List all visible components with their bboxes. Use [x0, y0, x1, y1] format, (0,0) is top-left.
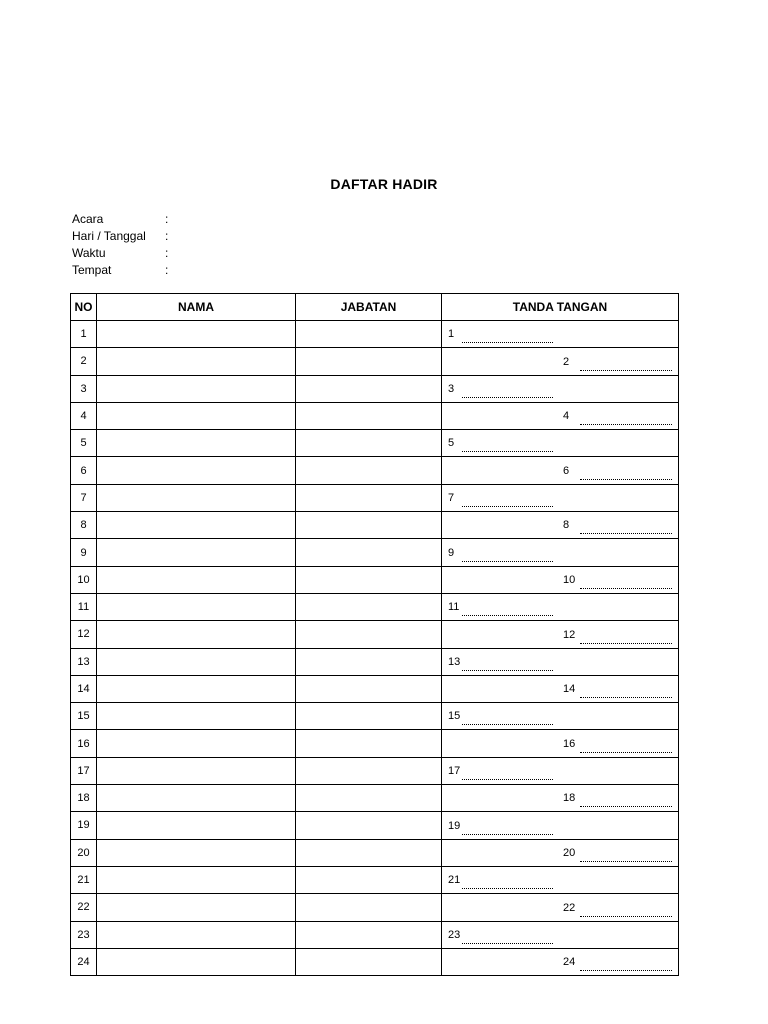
table-row — [71, 648, 679, 675]
jabatan-cell[interactable] — [296, 348, 442, 375]
signature-number: 1 — [448, 328, 455, 341]
signature-number: 11 — [448, 601, 460, 614]
jabatan-cell[interactable] — [296, 866, 442, 893]
table-row — [71, 785, 679, 812]
table-row — [71, 839, 679, 866]
signature-line — [580, 861, 672, 862]
event-info — [72, 211, 272, 279]
signature-cell[interactable] — [442, 402, 679, 429]
signature-cell[interactable] — [442, 321, 679, 348]
row-number: 16 — [71, 730, 97, 757]
header-no: NO — [71, 294, 97, 321]
signature-line — [580, 916, 672, 917]
nama-cell[interactable] — [97, 566, 296, 593]
row-number: 19 — [71, 812, 97, 839]
signature-number: 5 — [448, 437, 455, 450]
attendance-table — [70, 293, 679, 976]
table-row — [71, 757, 679, 784]
signature-line — [462, 724, 553, 725]
signature-number: 4 — [563, 410, 570, 423]
table-row — [71, 484, 679, 511]
table-row — [71, 812, 679, 839]
signature-line — [580, 643, 672, 644]
signature-line — [462, 506, 553, 507]
row-number: 13 — [71, 648, 97, 675]
signature-cell[interactable] — [442, 894, 679, 921]
signature-number: 22 — [563, 901, 576, 914]
meta-colon: : — [165, 246, 169, 260]
row-number: 8 — [71, 512, 97, 539]
signature-cell[interactable] — [442, 375, 679, 402]
nama-cell[interactable] — [97, 484, 296, 511]
nama-cell[interactable] — [97, 375, 296, 402]
header-tanda-tangan: TANDA TANGAN — [442, 294, 679, 321]
signature-number: 10 — [563, 573, 576, 586]
jabatan-cell[interactable] — [296, 921, 442, 948]
signature-number: 14 — [563, 683, 576, 696]
table-row — [71, 866, 679, 893]
jabatan-cell[interactable] — [296, 648, 442, 675]
jabatan-cell[interactable] — [296, 839, 442, 866]
signature-cell[interactable] — [442, 430, 679, 457]
row-number: 9 — [71, 539, 97, 566]
row-number: 24 — [71, 948, 97, 975]
signature-cell[interactable] — [442, 675, 679, 702]
nama-cell[interactable] — [97, 457, 296, 484]
row-number: 3 — [71, 375, 97, 402]
table-row — [71, 894, 679, 921]
signature-number: 16 — [563, 737, 576, 750]
signature-line — [462, 397, 553, 398]
signature-cell[interactable] — [442, 839, 679, 866]
nama-cell[interactable] — [97, 703, 296, 730]
signature-number: 13 — [448, 655, 461, 668]
meta-label-acara: Acara — [72, 212, 104, 226]
signature-line — [462, 561, 553, 562]
meta-row-waktu — [72, 245, 272, 262]
signature-line — [462, 451, 553, 452]
row-number: 15 — [71, 703, 97, 730]
row-number: 20 — [71, 839, 97, 866]
signature-line — [462, 779, 553, 780]
nama-cell[interactable] — [97, 785, 296, 812]
signature-cell[interactable] — [442, 785, 679, 812]
signature-cell[interactable] — [442, 866, 679, 893]
nama-cell[interactable] — [97, 621, 296, 648]
nama-cell[interactable] — [97, 757, 296, 784]
signature-number: 23 — [448, 928, 461, 941]
meta-label-hari-tanggal: Hari / Tanggal — [72, 229, 146, 243]
signature-line — [462, 615, 553, 616]
page-title: DAFTAR HADIR — [330, 176, 438, 192]
signature-line — [580, 479, 672, 480]
signature-number: 6 — [563, 464, 570, 477]
jabatan-cell[interactable] — [296, 703, 442, 730]
table-row — [71, 539, 679, 566]
signature-cell[interactable] — [442, 921, 679, 948]
jabatan-cell[interactable] — [296, 539, 442, 566]
signature-line — [580, 752, 672, 753]
row-number: 4 — [71, 402, 97, 429]
signature-number: 18 — [563, 792, 576, 805]
header-nama: NAMA — [97, 294, 296, 321]
jabatan-cell[interactable] — [296, 621, 442, 648]
table-row — [71, 402, 679, 429]
signature-cell[interactable] — [442, 703, 679, 730]
jabatan-cell[interactable] — [296, 512, 442, 539]
meta-colon: : — [165, 212, 169, 226]
nama-cell[interactable] — [97, 894, 296, 921]
nama-cell[interactable] — [97, 648, 296, 675]
table-row — [71, 675, 679, 702]
signature-number: 7 — [448, 492, 455, 505]
row-number: 2 — [71, 348, 97, 375]
table-row — [71, 348, 679, 375]
table-row — [71, 566, 679, 593]
row-number: 6 — [71, 457, 97, 484]
jabatan-cell[interactable] — [296, 321, 442, 348]
nama-cell[interactable] — [97, 593, 296, 620]
nama-cell[interactable] — [97, 730, 296, 757]
meta-colon: : — [165, 229, 169, 243]
signature-number: 15 — [448, 710, 461, 723]
nama-cell[interactable] — [97, 430, 296, 457]
nama-cell[interactable] — [97, 675, 296, 702]
nama-cell[interactable] — [97, 402, 296, 429]
signature-line — [462, 943, 553, 944]
signature-line — [580, 806, 672, 807]
row-number: 5 — [71, 430, 97, 457]
signature-line — [580, 533, 672, 534]
nama-cell[interactable] — [97, 921, 296, 948]
table-row — [71, 457, 679, 484]
table-row — [71, 730, 679, 757]
row-number: 14 — [71, 675, 97, 702]
table-row — [71, 430, 679, 457]
nama-cell[interactable] — [97, 512, 296, 539]
row-number: 10 — [71, 566, 97, 593]
signature-cell[interactable] — [442, 512, 679, 539]
row-number: 1 — [71, 321, 97, 348]
meta-colon: : — [165, 263, 169, 277]
signature-cell[interactable] — [442, 621, 679, 648]
signature-cell[interactable] — [442, 757, 679, 784]
signature-line — [580, 424, 672, 425]
table-row — [71, 321, 679, 348]
meta-row-tempat — [72, 262, 272, 279]
jabatan-cell[interactable] — [296, 757, 442, 784]
jabatan-cell[interactable] — [296, 812, 442, 839]
signature-number: 20 — [563, 846, 576, 859]
jabatan-cell[interactable] — [296, 894, 442, 921]
signature-number: 21 — [448, 874, 461, 887]
header-jabatan: JABATAN — [296, 294, 442, 321]
nama-cell[interactable] — [97, 812, 296, 839]
jabatan-cell[interactable] — [296, 375, 442, 402]
signature-line — [580, 970, 672, 971]
signature-cell[interactable] — [442, 730, 679, 757]
signature-number: 12 — [563, 628, 576, 641]
signature-cell[interactable] — [442, 566, 679, 593]
signature-number: 24 — [563, 956, 576, 969]
signature-number: 8 — [563, 519, 570, 532]
meta-label-waktu: Waktu — [72, 246, 106, 260]
signature-line — [580, 370, 672, 371]
signature-cell[interactable] — [442, 348, 679, 375]
table-body — [71, 321, 679, 976]
signature-cell[interactable] — [442, 648, 679, 675]
signature-number: 3 — [448, 382, 455, 395]
jabatan-cell[interactable] — [296, 430, 442, 457]
jabatan-cell[interactable] — [296, 484, 442, 511]
nama-cell[interactable] — [97, 539, 296, 566]
signature-cell[interactable] — [442, 593, 679, 620]
signature-line — [462, 888, 553, 889]
jabatan-cell[interactable] — [296, 402, 442, 429]
jabatan-cell[interactable] — [296, 675, 442, 702]
row-number: 21 — [71, 866, 97, 893]
row-number: 11 — [71, 593, 97, 620]
signature-number: 19 — [448, 819, 461, 832]
table-header-row — [71, 294, 679, 321]
row-number: 23 — [71, 921, 97, 948]
jabatan-cell[interactable] — [296, 566, 442, 593]
row-number: 22 — [71, 894, 97, 921]
meta-label-tempat: Tempat — [72, 263, 112, 277]
table-row — [71, 948, 679, 975]
row-number: 17 — [71, 757, 97, 784]
table-row — [71, 512, 679, 539]
table-row — [71, 921, 679, 948]
signature-cell[interactable] — [442, 948, 679, 975]
jabatan-cell[interactable] — [296, 730, 442, 757]
signature-number: 2 — [563, 355, 570, 368]
signature-line — [462, 670, 553, 671]
signature-line — [462, 834, 553, 835]
jabatan-cell[interactable] — [296, 785, 442, 812]
table-row — [71, 375, 679, 402]
jabatan-cell[interactable] — [296, 948, 442, 975]
table-row — [71, 703, 679, 730]
nama-cell[interactable] — [97, 839, 296, 866]
meta-row-hari-tanggal — [72, 228, 272, 245]
signature-line — [580, 588, 672, 589]
signature-cell[interactable] — [442, 812, 679, 839]
table-row — [71, 593, 679, 620]
signature-number: 9 — [448, 546, 455, 559]
meta-row-acara — [72, 211, 272, 228]
nama-cell[interactable] — [97, 348, 296, 375]
row-number: 18 — [71, 785, 97, 812]
table-row — [71, 621, 679, 648]
signature-line — [462, 342, 553, 343]
jabatan-cell[interactable] — [296, 593, 442, 620]
nama-cell[interactable] — [97, 948, 296, 975]
row-number: 7 — [71, 484, 97, 511]
signature-cell[interactable] — [442, 457, 679, 484]
signature-cell[interactable] — [442, 484, 679, 511]
nama-cell[interactable] — [97, 866, 296, 893]
signature-cell[interactable] — [442, 539, 679, 566]
row-number: 12 — [71, 621, 97, 648]
signature-number: 17 — [448, 765, 461, 778]
signature-line — [580, 697, 672, 698]
jabatan-cell[interactable] — [296, 457, 442, 484]
nama-cell[interactable] — [97, 321, 296, 348]
